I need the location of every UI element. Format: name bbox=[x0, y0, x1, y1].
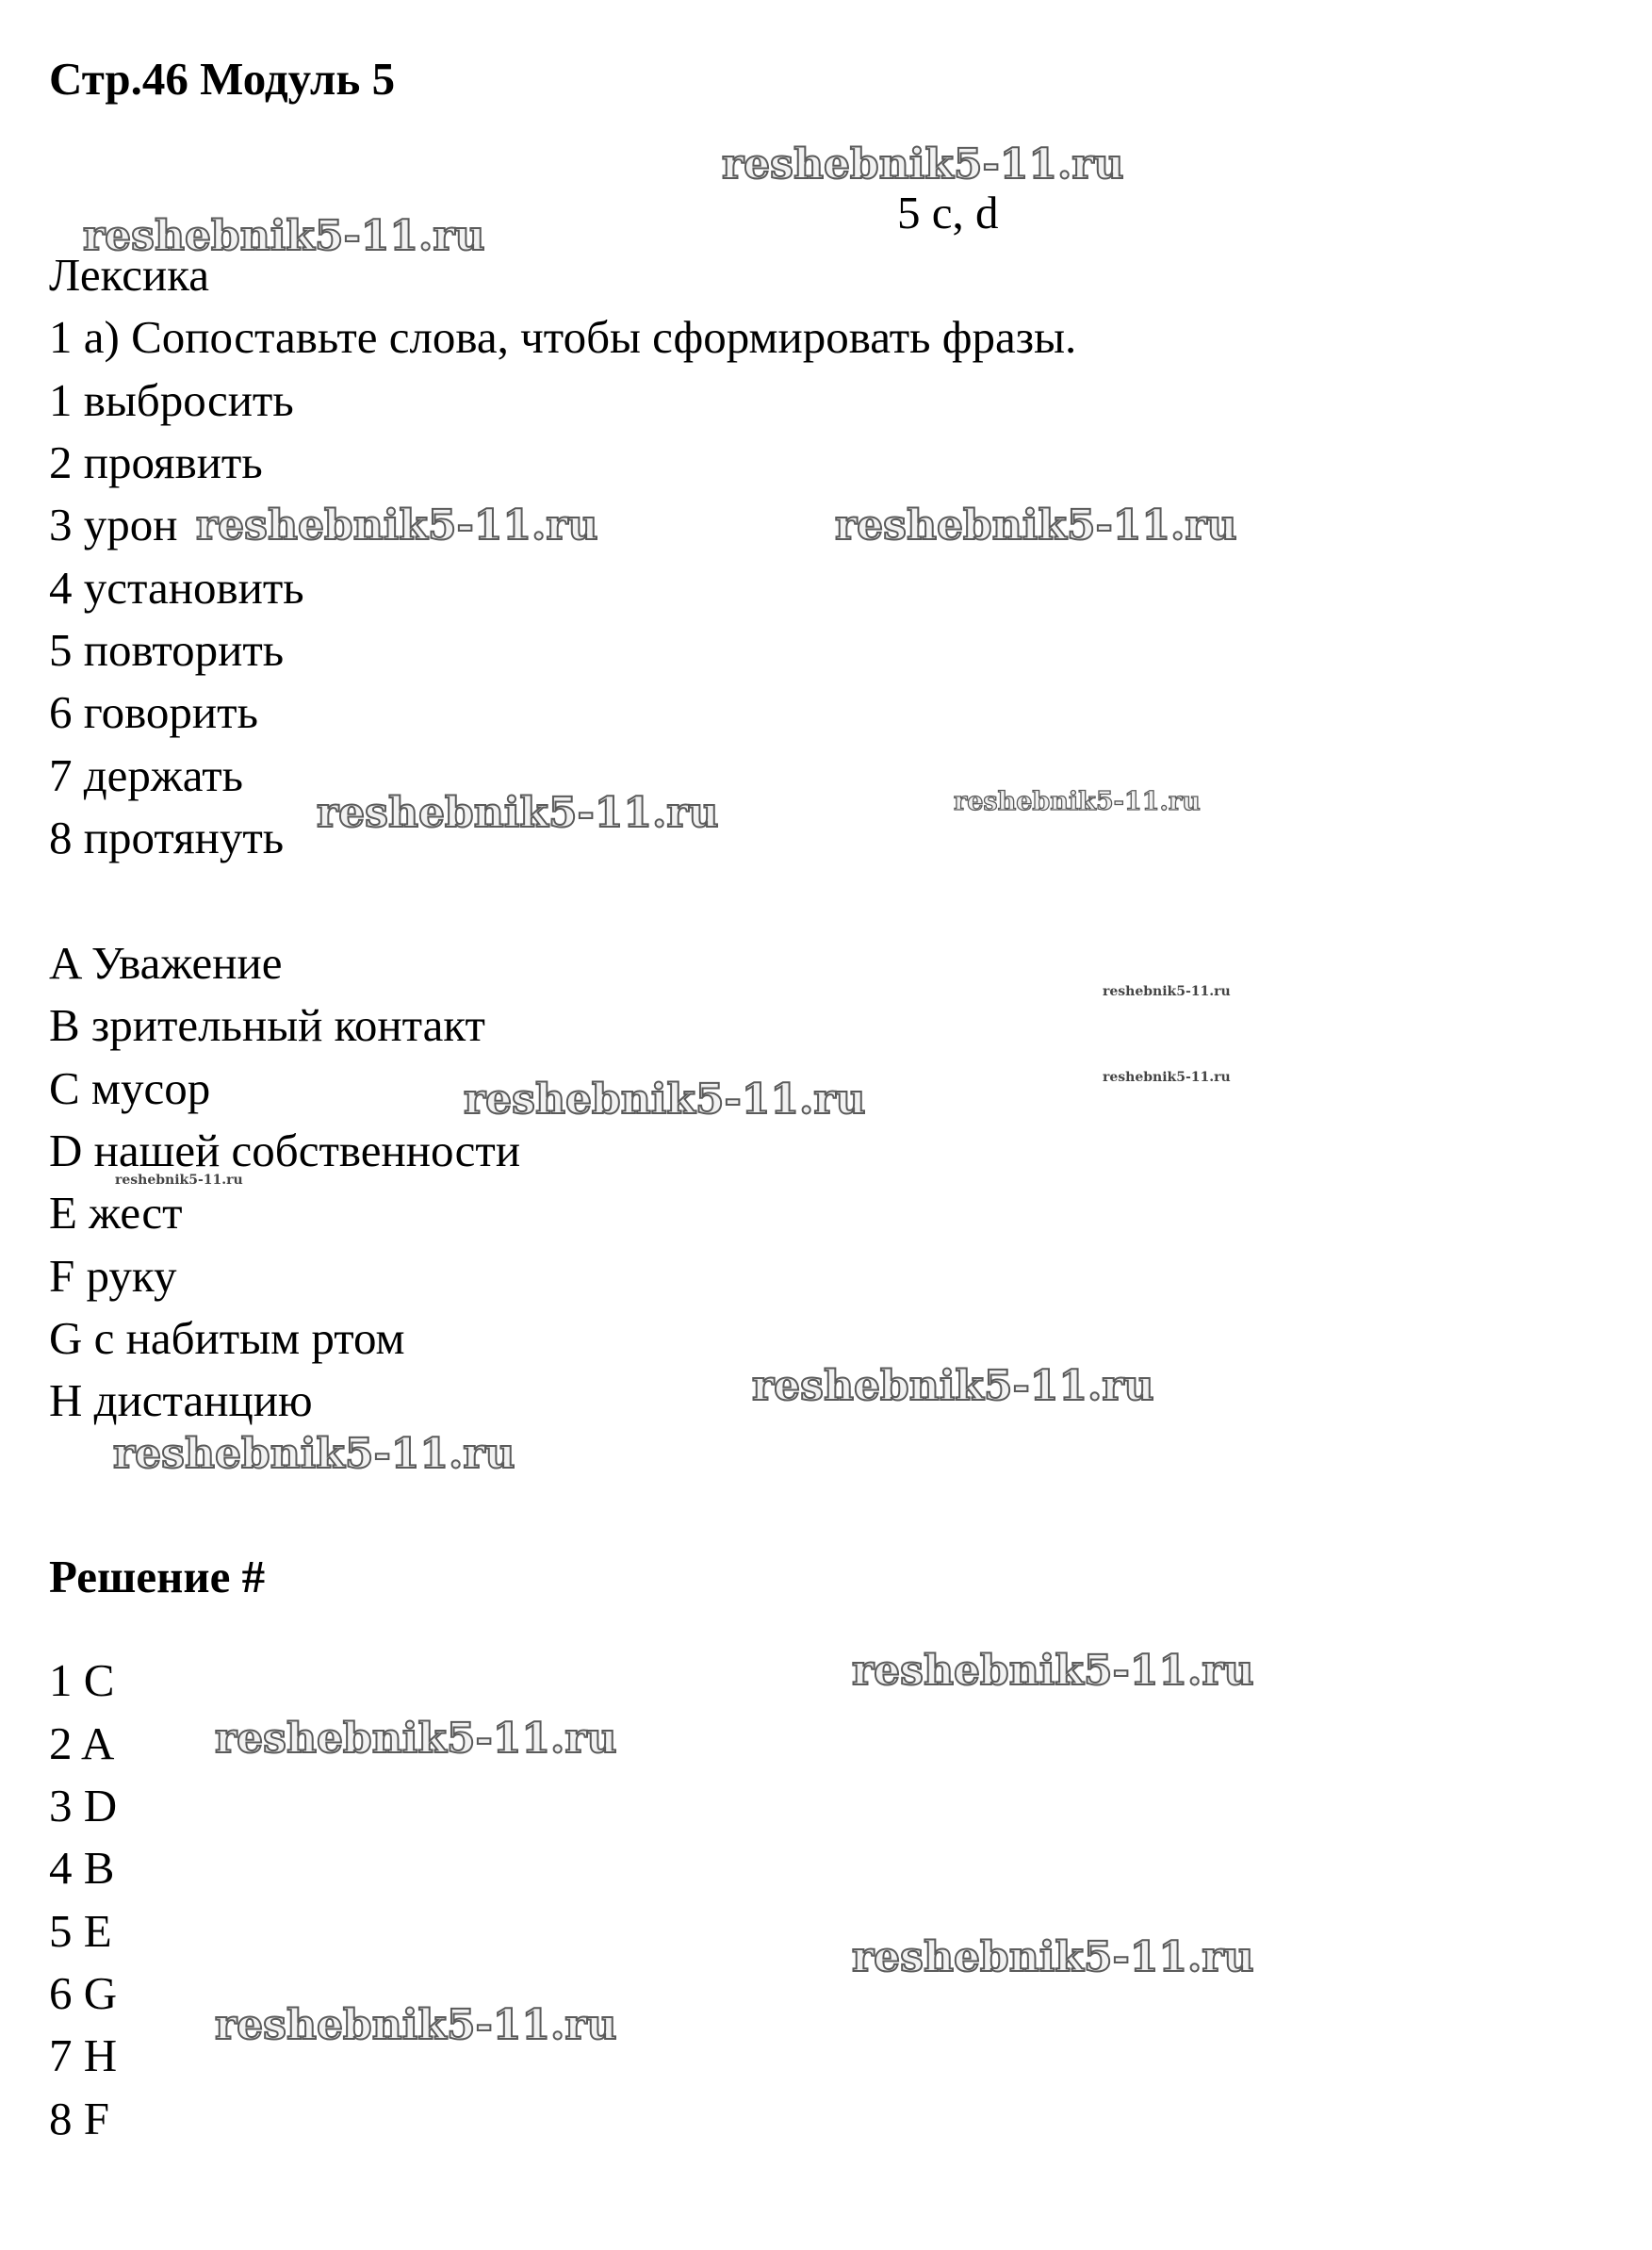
watermark: reshebnik5-11.ru bbox=[113, 1430, 515, 1478]
left-item: 1 выбросить bbox=[49, 374, 294, 426]
left-item: 6 говорить bbox=[49, 686, 258, 738]
topic-heading: Лексика bbox=[49, 249, 210, 301]
answer-item: 6 G bbox=[49, 1967, 118, 2019]
right-item: E жест bbox=[49, 1187, 183, 1239]
watermark: reshebnik5-11.ru bbox=[317, 789, 719, 837]
watermark: reshebnik5-11.ru bbox=[215, 2001, 617, 2049]
watermark: reshebnik5-11.ru bbox=[752, 1362, 1154, 1410]
right-item: H дистанцию bbox=[49, 1374, 313, 1426]
page-title: Стр.46 Модуль 5 bbox=[49, 53, 396, 105]
watermark: reshebnik5-11.ru bbox=[464, 1076, 866, 1124]
watermark: reshebnik5-11.ru bbox=[954, 787, 1201, 816]
answer-item: 5 E bbox=[49, 1905, 112, 1957]
watermark: reshebnik5-11.ru bbox=[835, 501, 1237, 550]
watermark: reshebnik5-11.ru bbox=[1103, 1070, 1231, 1085]
watermark: reshebnik5-11.ru bbox=[215, 1715, 617, 1763]
task-instruction: 1 a) Сопоставьте слова, чтобы сформировать фразы. bbox=[49, 311, 1077, 363]
answer-item: 4 B bbox=[49, 1842, 115, 1894]
right-item: C мусор bbox=[49, 1062, 211, 1114]
answer-item: 8 F bbox=[49, 2093, 110, 2144]
watermark: reshebnik5-11.ru bbox=[83, 212, 485, 260]
watermark: reshebnik5-11.ru bbox=[1103, 984, 1231, 999]
watermark: reshebnik5-11.ru bbox=[722, 140, 1124, 189]
left-item: 2 проявить bbox=[49, 436, 263, 488]
right-item: F руку bbox=[49, 1250, 177, 1302]
right-item: A Уважение bbox=[49, 937, 283, 989]
watermark: reshebnik5-11.ru bbox=[852, 1647, 1254, 1695]
right-item: G с набитым ртом bbox=[49, 1312, 405, 1364]
section-reference: 5 c, d bbox=[897, 187, 999, 238]
answer-item: 3 D bbox=[49, 1780, 118, 1831]
right-item: D нашей собственности bbox=[49, 1125, 521, 1176]
answer-item: 1 C bbox=[49, 1654, 115, 1706]
right-item: B зрительный контакт bbox=[49, 999, 485, 1051]
left-item: 4 установить bbox=[49, 562, 304, 614]
watermark: reshebnik5-11.ru bbox=[852, 1933, 1254, 1981]
left-item: 8 протянуть bbox=[49, 812, 285, 863]
watermark: reshebnik5-11.ru bbox=[115, 1173, 243, 1188]
solution-heading: Решение # bbox=[49, 1551, 266, 1602]
answer-item: 2 A bbox=[49, 1717, 115, 1769]
watermark: reshebnik5-11.ru bbox=[196, 501, 598, 550]
left-item: 5 повторить bbox=[49, 624, 285, 676]
left-item: 7 держать bbox=[49, 749, 244, 801]
answer-item: 7 H bbox=[49, 2029, 118, 2081]
left-item: 3 урон bbox=[49, 499, 178, 550]
